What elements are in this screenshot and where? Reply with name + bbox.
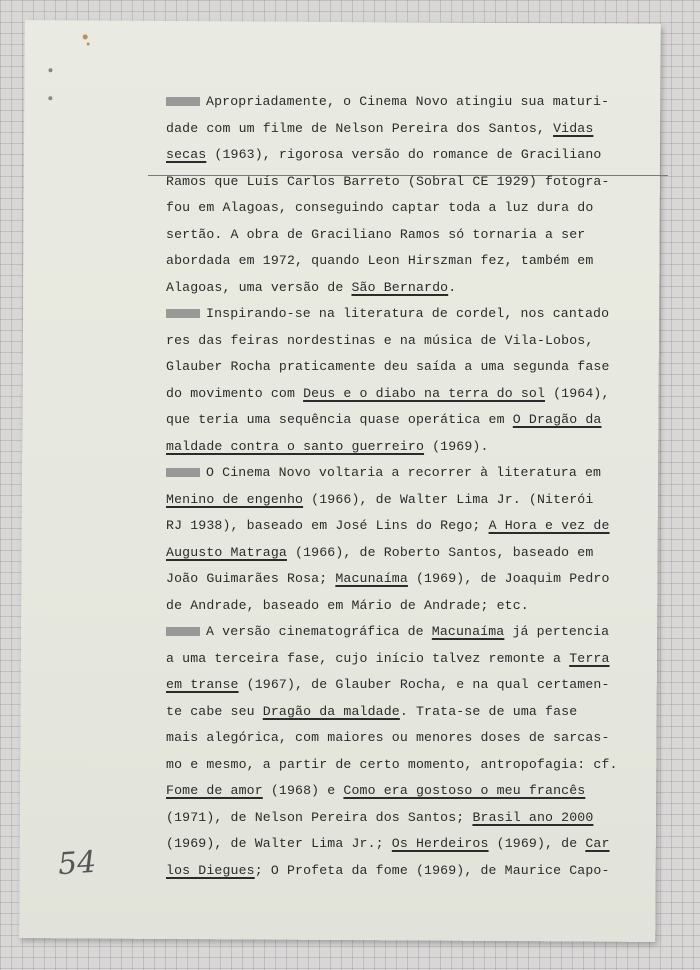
- text-line: [166, 147, 601, 162]
- text-segment: (1969).: [424, 438, 489, 454]
- text-segment: . Trata-se de uma fase: [399, 703, 578, 719]
- text-segment: abordada em 1972, quando Leon Hirszman fez, também em: [166, 253, 594, 268]
- text-segment: (1967), de Glauber Rocha, e na qual certamen-: [238, 677, 610, 692]
- underlined-title: O Dragão da: [512, 412, 602, 427]
- text-line: [166, 598, 529, 613]
- paragraph-marker: [166, 468, 200, 477]
- paragraph-marker: [166, 309, 200, 318]
- binder-hole: [48, 96, 52, 100]
- text-line: [166, 306, 609, 321]
- text-line: [166, 492, 593, 507]
- rust-spot: [87, 42, 90, 45]
- text-line: [166, 253, 593, 268]
- binder-hole: [48, 68, 52, 72]
- text-segment: (1969), de Joaquim Pedro: [407, 571, 610, 586]
- underlined-title: Como era gostoso o meu francês: [343, 783, 586, 798]
- text-segment: A versão cinematográfica de: [206, 624, 432, 639]
- text-line: [166, 465, 601, 480]
- text-line: [166, 624, 609, 639]
- underlined-title: A Hora e vez de: [488, 518, 610, 533]
- text-segment: Apropriadamente, o Cinema Novo atingiu sua maturi-: [206, 94, 610, 109]
- text-segment: .: [448, 279, 457, 295]
- underlined-title: Terra: [569, 650, 610, 666]
- text-segment: (1971), de Nelson Pereira dos Santos;: [166, 809, 473, 825]
- text-segment: (1964),: [545, 385, 610, 401]
- text-segment: res das feiras nordestinas e na música de Vila-Lobos,: [166, 332, 594, 348]
- underlined-title: Dragão da maldade: [262, 703, 400, 719]
- text-segment: (1969), de Walter Lima Jr.;: [166, 836, 392, 851]
- text-line: [166, 704, 577, 719]
- text-line: [166, 836, 610, 851]
- text-line: [166, 174, 610, 189]
- text-segment: Inspirando-se na literatura de cordel, nos cantado: [206, 306, 610, 321]
- underlined-title: Macunaíma: [431, 624, 505, 639]
- text-segment: (1968) e: [262, 783, 344, 798]
- underlined-title: em transe: [166, 677, 239, 692]
- underlined-title: los Diegues: [166, 862, 255, 878]
- paragraph-marker: [166, 97, 200, 106]
- text-line: [166, 439, 489, 454]
- text-segment: sertão. A obra de Graciliano Ramos só tornaria a ser: [166, 226, 586, 242]
- text-segment: João Guimarães Rosa;: [166, 571, 336, 586]
- underlined-title: Brasil ano 2000: [472, 809, 594, 825]
- text-line: [166, 651, 610, 666]
- text-line: [166, 783, 585, 798]
- text-segment: (1963), rigorosa versão do romance de Graciliano: [206, 147, 602, 162]
- text-segment: RJ 1938), baseado em José Lins do Rego;: [166, 518, 489, 533]
- text-segment: Glauber Rocha praticamente deu saída a uma segunda fase: [166, 359, 610, 374]
- text-segment: do movimento com: [166, 385, 304, 401]
- text-line: [166, 121, 593, 136]
- underlined-title: secas: [166, 147, 207, 162]
- text-segment: te cabe seu: [166, 703, 263, 719]
- text-segment: O Cinema Novo voltaria a recorrer à literatura em: [206, 465, 602, 480]
- handwritten-page-number: 54: [56, 844, 98, 883]
- text-segment: mo e mesmo, a partir de certo momento, antropofagia: cf.: [166, 756, 618, 772]
- underlined-title: Augusto Matraga: [166, 544, 287, 560]
- text-segment: (1966), de Roberto Santos, baseado em: [286, 544, 594, 560]
- underlined-title: maldade contra o santo guerreiro: [166, 438, 425, 454]
- text-segment: mais alegórica, com maiores ou menores doses de sarcas-: [166, 730, 610, 745]
- text-segment: (1966), de Walter Lima Jr. (Niterói: [303, 491, 594, 507]
- underlined-title: Os Herdeiros: [391, 836, 489, 851]
- text-segment: Ramos que Luís Carlos Barreto (Sobral CE 1929) fotogra-: [166, 173, 610, 189]
- underlined-title: Menino de engenho: [166, 491, 304, 507]
- underlined-title: Vidas: [553, 120, 594, 136]
- text-line: [166, 227, 585, 242]
- text-segment: fou em Alagoas, conseguindo captar toda a luz dura do: [166, 200, 594, 215]
- underlined-title: São Bernardo: [351, 279, 449, 295]
- text-segment: dade com um filme de Nelson Pereira dos Santos,: [166, 120, 554, 136]
- text-line: [166, 200, 593, 215]
- text-line: [166, 677, 610, 692]
- underlined-title: Deus e o diabo na terra do sol: [303, 385, 546, 401]
- text-line: [166, 280, 456, 295]
- paragraph-marker: [166, 627, 200, 636]
- text-line: [166, 412, 601, 427]
- text-segment: Alagoas, uma versão de: [166, 279, 352, 295]
- text-line: [166, 333, 593, 348]
- text-line: [166, 863, 610, 878]
- text-segment: (1969), de: [488, 836, 586, 851]
- text-segment: ; O Profeta da fome (1969), de Maurice Capo-: [254, 862, 610, 878]
- underlined-title: Fome de amor: [166, 783, 263, 798]
- text-line: [166, 94, 609, 109]
- text-segment: já pertencia: [504, 624, 610, 639]
- text-segment: que teria uma sequência quase operática em: [166, 412, 513, 427]
- text-segment: de Andrade, baseado em Mário de Andrade; etc.: [166, 597, 529, 613]
- rust-spot: [83, 34, 88, 39]
- text-line: [166, 730, 610, 745]
- underlined-title: Car: [585, 836, 610, 851]
- text-line: [166, 359, 610, 374]
- text-line: [166, 757, 618, 772]
- text-line: [166, 386, 610, 401]
- text-line: [166, 545, 593, 560]
- text-line: [166, 810, 593, 825]
- text-line: [166, 518, 610, 533]
- text-line: [166, 571, 610, 586]
- underlined-title: Macunaíma: [335, 571, 408, 586]
- text-segment: a uma terceira fase, cujo início talvez remonte a: [166, 650, 570, 666]
